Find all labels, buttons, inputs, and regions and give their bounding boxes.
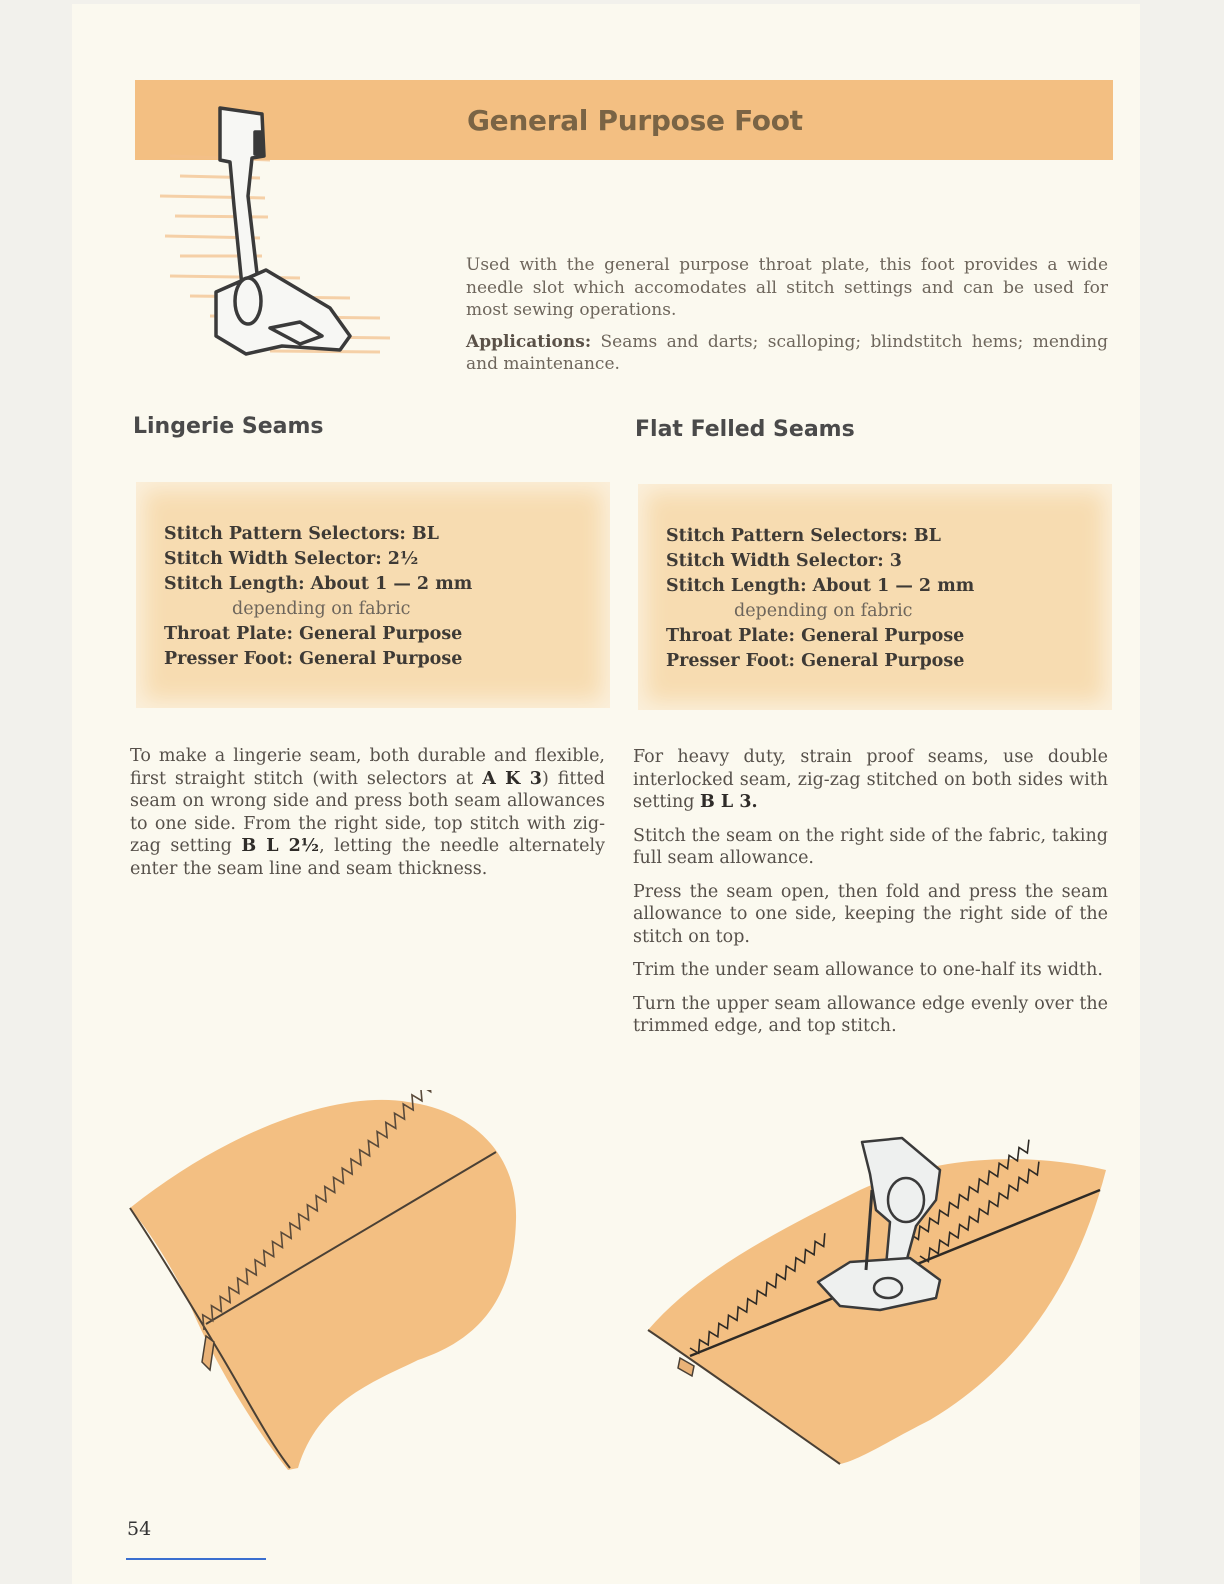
applications-label: Applications: xyxy=(466,331,592,352)
text-span: To make a lingerie seam, both durable and flexible, first straight stitch (with selectors at xyxy=(130,746,605,789)
text-span: ) fitted seam on wrong side and press both seam allowances to one side. From the right side, top stitch with zig-zag setting xyxy=(130,768,605,856)
flat-felled-paragraph-4: Trim the under seam allowance to one-half its width. xyxy=(633,960,1103,980)
flat-felled-paragraph-5: Turn the upper seam allowance edge evenly over the trimmed edge, and top stitch. xyxy=(633,993,1108,1036)
page-divider xyxy=(126,1558,266,1560)
applications-text: Seams and darts; scalloping; blindstitch hems; mending and maintenance. xyxy=(466,331,1108,374)
flat-felled-paragraph-2: Stitch the seam on the right side of the fabric, taking full seam allowance. xyxy=(633,825,1108,868)
spec-width: Stitch Width Selector: 2½ xyxy=(164,549,419,569)
text-span: For heavy duty, strain proof seams, use double interlocked seam, zig-zag stitched on both sides with setting xyxy=(633,747,1108,812)
spec-pattern: Stitch Pattern Selectors: BL xyxy=(164,524,439,544)
spec-width: Stitch Width Selector: 3 xyxy=(666,551,902,571)
flat-felled-spec-box xyxy=(638,484,1112,710)
setting-code: B L 2½ xyxy=(241,836,320,856)
flat-felled-paragraph-1 xyxy=(633,746,1108,814)
page-title: General Purpose Foot xyxy=(467,104,803,137)
setting-code: A K 3 xyxy=(482,768,542,789)
flat-felled-paragraph-3: Press the seam open, then fold and press the seam allowance to one side, keeping the right side of the stitch on top. xyxy=(633,881,1108,947)
setting-code: B L 3. xyxy=(700,792,758,812)
spec-presser: Presser Foot: General Purpose xyxy=(164,649,463,669)
spec-length-note: depending on fabric xyxy=(232,599,411,619)
lingerie-spec-box xyxy=(136,482,610,708)
spec-presser: Presser Foot: General Purpose xyxy=(666,651,965,671)
flat-felled-body xyxy=(633,746,1108,1049)
spec-length: Stitch Length: About 1 — 2 mm xyxy=(164,574,473,594)
spec-throat: Throat Plate: General Purpose xyxy=(164,624,463,644)
spec-length-note: depending on fabric xyxy=(734,601,913,621)
lingerie-heading: Lingerie Seams xyxy=(133,414,324,439)
sewing-foot-fabric-illustration xyxy=(640,1130,1120,1480)
presser-foot-icon xyxy=(150,96,410,386)
spec-pattern: Stitch Pattern Selectors: BL xyxy=(666,526,941,546)
spec-length: Stitch Length: About 1 — 2 mm xyxy=(666,576,975,596)
flat-felled-heading: Flat Felled Seams xyxy=(635,417,855,442)
page-number: 54 xyxy=(127,1518,152,1540)
applications-paragraph xyxy=(466,331,1108,376)
intro-description xyxy=(466,254,1108,385)
lingerie-paragraph xyxy=(130,745,605,880)
lingerie-body xyxy=(130,745,605,891)
intro-text: Used with the general purpose throat plate, this foot provides a wide needle slot which accomodates all stitch settings and can be used for most sewing operations. xyxy=(466,255,1108,320)
spec-throat: Throat Plate: General Purpose xyxy=(666,626,965,646)
text-span: , letting the needle alternately enter the seam line and seam thickness. xyxy=(130,836,605,879)
fabric-zigzag-illustration xyxy=(118,1090,538,1480)
